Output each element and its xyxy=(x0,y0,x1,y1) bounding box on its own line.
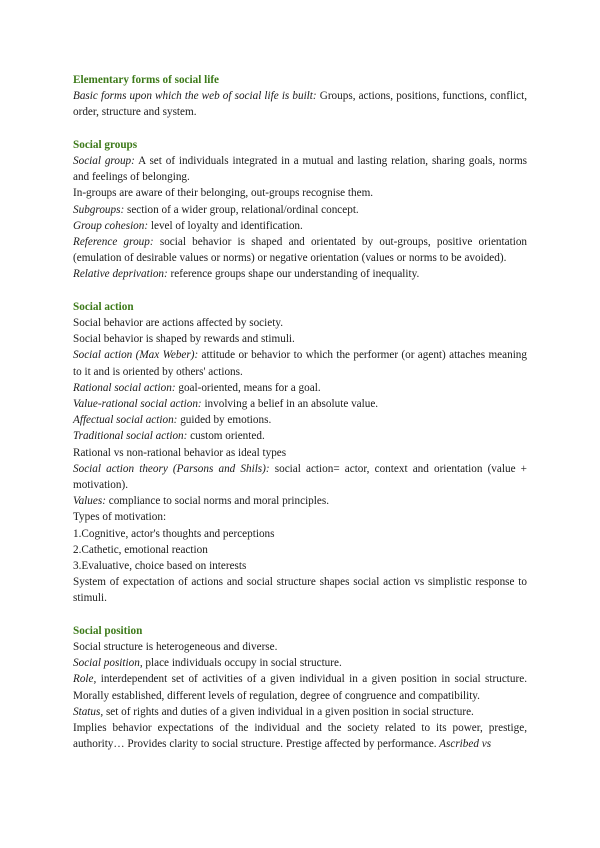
paragraph: Social group: A set of individuals integrated in a mutual and lasting relation, sharing goals, norms and feelings of belonging. xyxy=(73,155,527,184)
term: Subgroups: xyxy=(73,203,125,216)
term: Status, xyxy=(73,705,104,718)
paragraph: Values: compliance to social norms and moral principles. xyxy=(73,495,330,508)
paragraph: Social structure is heterogeneous and diverse. xyxy=(73,641,278,654)
paragraph: Value-rational social action: involving a belief in an absolute value. xyxy=(73,398,379,411)
term: Affectual social action: xyxy=(73,414,178,427)
paragraph: Implies behavior expectations of the individual and the society related to its power, prestige, authority… Provides clarity to social structure. Prestige affected by performance. Ascribed vs xyxy=(73,722,527,751)
list-item: 1.Cognitive, actor's thoughts and perceptions xyxy=(73,527,275,540)
paragraph: Group cohesion: level of loyalty and identification. xyxy=(73,219,303,232)
term: Group cohesion: xyxy=(73,219,149,232)
paragraph: Social position, place individuals occupy in social structure. xyxy=(73,657,342,670)
term: Social position, xyxy=(73,657,143,670)
paragraph: Traditional social action: custom oriented. xyxy=(73,430,265,443)
section-heading-social-groups: Social groups xyxy=(73,138,138,151)
paragraph: System of expectation of actions and social structure shapes social action vs simplistic response to stimuli. xyxy=(73,576,527,605)
term: Social action theory (Parsons and Shils): xyxy=(73,462,270,475)
paragraph: Rational vs non-rational behavior as ideal types xyxy=(73,446,287,459)
list-item: 3.Evaluative, choice based on interests xyxy=(73,560,247,573)
term: Social action (Max Weber): xyxy=(73,349,199,362)
term: Values: xyxy=(73,495,106,508)
paragraph: Rational social action: goal-oriented, means for a goal. xyxy=(73,381,321,394)
document-page xyxy=(73,72,527,752)
section-heading-social-position: Social position xyxy=(73,624,143,637)
term: Social group: xyxy=(73,155,135,167)
paragraph: Basic forms upon which the web of social life is built: Groups, actions, positions, functions, conflict, order, structure and system. xyxy=(73,90,528,119)
section-heading-social-action: Social action xyxy=(73,300,134,313)
paragraph: Reference group: social behavior is shaped and orientated by out-groups, positive orientation (emulation of desirable values or norms) or negative orientation (values or norms to be avoided). xyxy=(73,236,528,265)
paragraph: Social behavior is shaped by rewards and stimuli. xyxy=(73,333,295,346)
paragraph: Social behavior are actions affected by society. xyxy=(73,317,283,330)
term: Reference group: xyxy=(73,236,154,249)
term: Relative deprivation: xyxy=(73,268,168,281)
term: Traditional social action: xyxy=(73,430,188,443)
term: Ascribed vs xyxy=(436,738,492,751)
term: Role, xyxy=(73,673,97,686)
paragraph: Subgroups: section of a wider group, relational/ordinal concept. xyxy=(73,203,359,216)
list-item: 2.Cathetic, emotional reaction xyxy=(73,543,208,556)
paragraph: Social action theory (Parsons and Shils): social action= actor, context and orientation (value + motivation). xyxy=(73,462,527,492)
term: Value-rational social action: xyxy=(73,398,202,411)
term: Basic forms upon which the web of social life is built: xyxy=(73,90,317,103)
paragraph: Affectual social action: guided by emotions. xyxy=(73,414,272,427)
paragraph: Status, set of rights and duties of a given individual in a given position in social structure. xyxy=(73,705,474,718)
paragraph: Relative deprivation: reference groups shape our understanding of inequality. xyxy=(73,268,420,281)
term: Rational social action: xyxy=(73,381,176,394)
paragraph: Role, interdependent set of activities of a given individual in a given position in social structure. Morally established, different levels of regulation, degree of congruence and compatibility. xyxy=(73,673,527,702)
paragraph: Social action (Max Weber): attitude or behavior to which the performer (or agent) attaches meaning to it and is oriented by others' actions. xyxy=(73,349,527,378)
section-heading-elementary-forms: Elementary forms of social life xyxy=(73,74,220,86)
paragraph: In-groups are aware of their belonging, out-groups recognise them. xyxy=(73,187,374,200)
paragraph: Types of motivation: xyxy=(73,511,167,524)
